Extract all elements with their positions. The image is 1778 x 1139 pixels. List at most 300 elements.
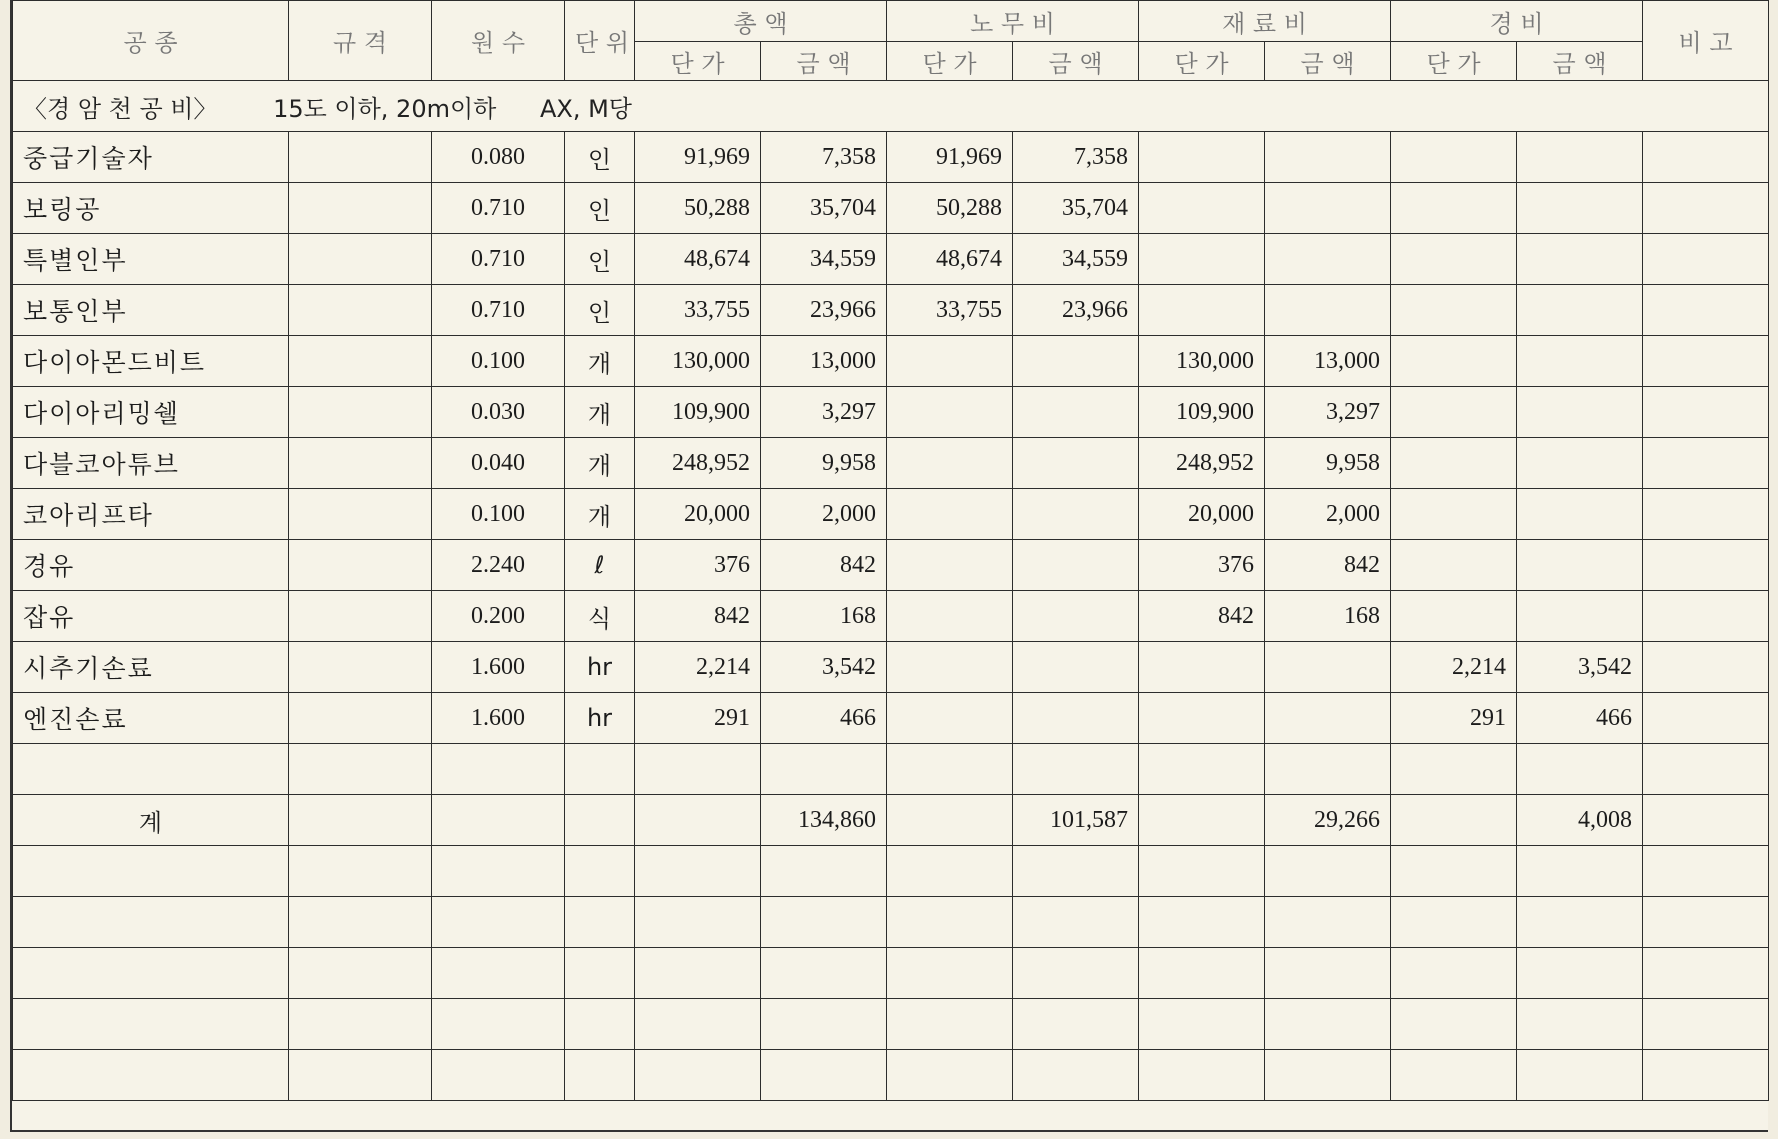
header-remark: 비 고 <box>1643 1 1769 81</box>
spec-cell <box>289 489 432 540</box>
total-unit-price-cell: 130,000 <box>635 336 761 387</box>
total-amount-cell: 3,542 <box>761 642 887 693</box>
blank-cell <box>761 846 887 897</box>
total-amount-cell: 13,000 <box>761 336 887 387</box>
total-unit-price-cell: 842 <box>635 591 761 642</box>
labor-unit-price-cell <box>887 591 1013 642</box>
table-row <box>13 693 1769 744</box>
labor-amount-cell <box>1013 336 1139 387</box>
item-name-cell <box>13 234 289 285</box>
unit-cell: 개 <box>565 489 635 540</box>
material-unit-price-cell: 376 <box>1139 540 1265 591</box>
material-unit-price-cell: 109,900 <box>1139 387 1265 438</box>
total-amount-cell: 9,958 <box>761 438 887 489</box>
expense-amount-cell <box>1517 183 1643 234</box>
blank-row <box>13 999 1769 1050</box>
spec-cell <box>289 795 432 846</box>
unit-cell: 개 <box>565 438 635 489</box>
item-name: 경유 <box>23 552 76 581</box>
blank-cell <box>1517 999 1643 1050</box>
labor-unit-price-cell <box>887 336 1013 387</box>
material-unit-price-cell: 842 <box>1139 591 1265 642</box>
total-amount-cell: 23,966 <box>761 285 887 336</box>
spec-cell <box>289 132 432 183</box>
blank-cell <box>1139 897 1265 948</box>
expense-amount-cell <box>1517 285 1643 336</box>
material-amount-cell: 3,297 <box>1265 387 1391 438</box>
blank-row <box>13 897 1769 948</box>
section-title-cell <box>13 81 1769 132</box>
expense-unit-price-cell <box>1391 285 1517 336</box>
item-name: 보링공 <box>23 195 102 224</box>
blank-cell <box>1643 1050 1769 1101</box>
labor-amount-cell <box>1013 591 1139 642</box>
spec-cell <box>289 234 432 285</box>
header-total-amount: 금 액 <box>761 42 887 81</box>
unit-cell <box>565 795 635 846</box>
material-amount-cell: 842 <box>1265 540 1391 591</box>
item-name-cell <box>13 591 289 642</box>
item-name-cell <box>13 693 289 744</box>
labor-amount-cell <box>1013 693 1139 744</box>
labor-unit-price-cell <box>887 489 1013 540</box>
total-unit-price-cell: 248,952 <box>635 438 761 489</box>
item-name: 다블코아튜브 <box>23 450 180 479</box>
labor-unit-price-cell <box>887 387 1013 438</box>
labor-amount-cell <box>1013 540 1139 591</box>
item-name: 엔진손료 <box>23 705 128 734</box>
blank-cell <box>1517 897 1643 948</box>
blank-cell <box>1013 999 1139 1050</box>
header-material-amount: 금 액 <box>1265 42 1391 81</box>
table-row <box>13 489 1769 540</box>
expense-unit-price-cell <box>1391 438 1517 489</box>
table-row <box>13 387 1769 438</box>
material-amount-cell <box>1265 693 1391 744</box>
blank-cell <box>432 744 565 795</box>
remark-cell <box>1643 132 1769 183</box>
quantity-cell: 0.710 <box>432 183 565 234</box>
item-name-cell <box>13 285 289 336</box>
blank-cell <box>887 1050 1013 1101</box>
table-row <box>13 336 1769 387</box>
cost-table-body <box>13 81 1769 1101</box>
blank-cell <box>432 999 565 1050</box>
item-name: 시추기손료 <box>23 654 154 683</box>
blank-cell <box>761 999 887 1050</box>
labor-unit-price-cell: 91,969 <box>887 132 1013 183</box>
blank-cell <box>1013 948 1139 999</box>
expense-amount-cell <box>1517 591 1643 642</box>
blank-cell <box>13 1050 289 1101</box>
expense-amount-cell <box>1517 132 1643 183</box>
quantity-cell <box>432 795 565 846</box>
total-unit-price-cell: 109,900 <box>635 387 761 438</box>
unit-cell: 인 <box>565 234 635 285</box>
total-amount-cell: 466 <box>761 693 887 744</box>
material-unit-price-cell: 248,952 <box>1139 438 1265 489</box>
labor-unit-price-cell <box>887 795 1013 846</box>
quantity-cell: 0.200 <box>432 591 565 642</box>
material-amount-cell: 9,958 <box>1265 438 1391 489</box>
item-name-cell <box>13 336 289 387</box>
expense-unit-price-cell: 2,214 <box>1391 642 1517 693</box>
spec-cell <box>289 336 432 387</box>
blank-cell <box>887 948 1013 999</box>
unit-cell: 인 <box>565 132 635 183</box>
table-row <box>13 540 1769 591</box>
spec-cell <box>289 642 432 693</box>
item-name-cell <box>13 183 289 234</box>
labor-unit-price-cell: 48,674 <box>887 234 1013 285</box>
blank-cell <box>289 999 432 1050</box>
quantity-cell: 0.710 <box>432 285 565 336</box>
table-row <box>13 591 1769 642</box>
material-amount-cell: 13,000 <box>1265 336 1391 387</box>
item-name: 다이아리밍쉘 <box>23 399 180 428</box>
labor-unit-price-cell: 50,288 <box>887 183 1013 234</box>
totals-material-amount: 29,266 <box>1265 795 1391 846</box>
item-name: 잡유 <box>23 603 76 632</box>
blank-cell <box>887 999 1013 1050</box>
blank-cell <box>1265 1050 1391 1101</box>
table-row <box>13 132 1769 183</box>
header-unit: 단 위 <box>565 1 635 81</box>
blank-cell <box>289 846 432 897</box>
quantity-cell: 1.600 <box>432 693 565 744</box>
blank-cell <box>1139 1050 1265 1101</box>
expense-unit-price-cell <box>1391 489 1517 540</box>
quantity-cell: 1.600 <box>432 642 565 693</box>
expense-amount-cell <box>1517 438 1643 489</box>
material-unit-price-cell <box>1139 234 1265 285</box>
labor-unit-price-cell: 33,755 <box>887 285 1013 336</box>
item-name-cell <box>13 540 289 591</box>
header-material-unit-price: 단 가 <box>1139 42 1265 81</box>
spec-cell <box>289 438 432 489</box>
blank-cell <box>565 1050 635 1101</box>
blank-cell <box>761 1050 887 1101</box>
material-unit-price-cell <box>1139 285 1265 336</box>
header-expense: 경 비 <box>1391 1 1643 42</box>
section-unit: AX, M당 <box>539 94 632 123</box>
expense-amount-cell: 466 <box>1517 693 1643 744</box>
blank-cell <box>565 948 635 999</box>
unit-cell: hr <box>565 693 635 744</box>
blank-cell <box>565 999 635 1050</box>
item-name-cell <box>13 387 289 438</box>
expense-amount-cell <box>1517 387 1643 438</box>
blank-cell <box>432 1050 565 1101</box>
blank-cell <box>761 948 887 999</box>
blank-cell <box>13 999 289 1050</box>
total-unit-price-cell: 33,755 <box>635 285 761 336</box>
blank-cell <box>1139 999 1265 1050</box>
remark-cell <box>1643 489 1769 540</box>
blank-cell <box>1013 744 1139 795</box>
blank-cell <box>1265 948 1391 999</box>
blank-cell <box>565 846 635 897</box>
blank-cell <box>887 897 1013 948</box>
blank-cell <box>1265 897 1391 948</box>
material-amount-cell <box>1265 183 1391 234</box>
unit-cell: hr <box>565 642 635 693</box>
total-unit-price-cell: 48,674 <box>635 234 761 285</box>
header-material: 재 료 비 <box>1139 1 1391 42</box>
material-amount-cell <box>1265 285 1391 336</box>
header-qty: 원 수 <box>432 1 565 81</box>
quantity-cell: 0.100 <box>432 336 565 387</box>
blank-cell <box>13 948 289 999</box>
blank-cell <box>1643 744 1769 795</box>
blank-cell <box>1643 948 1769 999</box>
blank-cell <box>635 1050 761 1101</box>
blank-cell <box>432 948 565 999</box>
blank-cell <box>1643 897 1769 948</box>
item-name: 중급기술자 <box>23 144 154 173</box>
header-item: 공 종 <box>13 1 289 81</box>
blank-row <box>13 744 1769 795</box>
blank-cell <box>565 897 635 948</box>
material-unit-price-cell <box>1139 132 1265 183</box>
blank-cell <box>1517 846 1643 897</box>
blank-row <box>13 846 1769 897</box>
expense-amount-cell <box>1517 336 1643 387</box>
quantity-cell: 0.710 <box>432 234 565 285</box>
remark-cell <box>1643 693 1769 744</box>
header-expense-amount: 금 액 <box>1517 42 1643 81</box>
cost-sheet <box>10 0 1768 1132</box>
blank-cell <box>13 897 289 948</box>
material-unit-price-cell <box>1139 693 1265 744</box>
total-amount-cell: 3,297 <box>761 387 887 438</box>
section-row <box>13 81 1769 132</box>
labor-amount-cell <box>1013 489 1139 540</box>
table-row <box>13 642 1769 693</box>
total-unit-price-cell <box>635 795 761 846</box>
header-labor-unit-price: 단 가 <box>887 42 1013 81</box>
unit-cell: 식 <box>565 591 635 642</box>
remark-cell <box>1643 336 1769 387</box>
expense-unit-price-cell <box>1391 234 1517 285</box>
expense-unit-price-cell <box>1391 540 1517 591</box>
totals-labor-amount: 101,587 <box>1013 795 1139 846</box>
total-unit-price-cell: 376 <box>635 540 761 591</box>
blank-cell <box>1643 999 1769 1050</box>
blank-cell <box>289 744 432 795</box>
blank-cell <box>432 897 565 948</box>
total-unit-price-cell: 291 <box>635 693 761 744</box>
expense-unit-price-cell: 291 <box>1391 693 1517 744</box>
expense-amount-cell <box>1517 540 1643 591</box>
totals-label: 계 <box>13 795 289 846</box>
totals-row <box>13 795 1769 846</box>
blank-cell <box>289 897 432 948</box>
material-unit-price-cell: 20,000 <box>1139 489 1265 540</box>
labor-unit-price-cell <box>887 693 1013 744</box>
remark-cell <box>1643 591 1769 642</box>
blank-cell <box>13 744 289 795</box>
item-name-cell <box>13 642 289 693</box>
blank-cell <box>1517 1050 1643 1101</box>
material-unit-price-cell: 130,000 <box>1139 336 1265 387</box>
spec-cell <box>289 183 432 234</box>
item-name: 보통인부 <box>23 297 128 326</box>
spec-cell <box>289 387 432 438</box>
blank-cell <box>1517 744 1643 795</box>
blank-cell <box>1265 846 1391 897</box>
labor-amount-cell: 34,559 <box>1013 234 1139 285</box>
item-name: 특별인부 <box>23 246 128 275</box>
item-name: 다이아몬드비트 <box>23 348 207 377</box>
total-unit-price-cell: 50,288 <box>635 183 761 234</box>
material-amount-cell: 2,000 <box>1265 489 1391 540</box>
blank-row <box>13 1050 1769 1101</box>
remark-cell <box>1643 234 1769 285</box>
blank-cell <box>1391 897 1517 948</box>
expense-amount-cell: 3,542 <box>1517 642 1643 693</box>
blank-cell <box>887 846 1013 897</box>
blank-cell <box>1643 846 1769 897</box>
material-amount-cell <box>1265 234 1391 285</box>
material-unit-price-cell <box>1139 642 1265 693</box>
blank-cell <box>635 744 761 795</box>
total-amount-cell: 2,000 <box>761 489 887 540</box>
blank-cell <box>1391 948 1517 999</box>
expense-unit-price-cell <box>1391 336 1517 387</box>
blank-cell <box>635 948 761 999</box>
remark-cell <box>1643 387 1769 438</box>
expense-unit-price-cell <box>1391 795 1517 846</box>
quantity-cell: 0.040 <box>432 438 565 489</box>
material-unit-price-cell <box>1139 795 1265 846</box>
totals-expense-amount: 4,008 <box>1517 795 1643 846</box>
blank-cell <box>1391 999 1517 1050</box>
header-expense-unit-price: 단 가 <box>1391 42 1517 81</box>
unit-cell: 인 <box>565 183 635 234</box>
total-amount-cell: 34,559 <box>761 234 887 285</box>
blank-cell <box>1265 999 1391 1050</box>
labor-unit-price-cell <box>887 642 1013 693</box>
total-amount-cell: 35,704 <box>761 183 887 234</box>
spec-cell <box>289 591 432 642</box>
blank-cell <box>1013 897 1139 948</box>
total-amount-cell: 168 <box>761 591 887 642</box>
expense-unit-price-cell <box>1391 132 1517 183</box>
blank-cell <box>1265 744 1391 795</box>
table-row <box>13 438 1769 489</box>
blank-cell <box>635 846 761 897</box>
material-amount-cell <box>1265 132 1391 183</box>
labor-amount-cell <box>1013 642 1139 693</box>
labor-amount-cell <box>1013 387 1139 438</box>
unit-cell: 인 <box>565 285 635 336</box>
spec-cell <box>289 540 432 591</box>
blank-cell <box>565 744 635 795</box>
total-amount-cell: 842 <box>761 540 887 591</box>
item-name-cell <box>13 489 289 540</box>
header-labor: 노 무 비 <box>887 1 1139 42</box>
material-unit-price-cell <box>1139 183 1265 234</box>
table-row <box>13 234 1769 285</box>
section-label: 〈경 암 천 공 비〉 <box>23 94 218 123</box>
blank-cell <box>1391 846 1517 897</box>
labor-amount-cell: 35,704 <box>1013 183 1139 234</box>
item-name: 코아리프타 <box>23 501 154 530</box>
quantity-cell: 2.240 <box>432 540 565 591</box>
blank-cell <box>761 744 887 795</box>
blank-cell <box>289 1050 432 1101</box>
table-row <box>13 183 1769 234</box>
labor-unit-price-cell <box>887 540 1013 591</box>
header-total: 총 액 <box>635 1 887 42</box>
remark-cell <box>1643 438 1769 489</box>
blank-cell <box>1139 846 1265 897</box>
unit-cell: 개 <box>565 387 635 438</box>
blank-cell <box>432 846 565 897</box>
labor-unit-price-cell <box>887 438 1013 489</box>
header-total-unit-price: 단 가 <box>635 42 761 81</box>
header-row-top <box>13 1 1769 42</box>
labor-amount-cell: 23,966 <box>1013 285 1139 336</box>
quantity-cell: 0.080 <box>432 132 565 183</box>
quantity-cell: 0.100 <box>432 489 565 540</box>
expense-unit-price-cell <box>1391 591 1517 642</box>
remark-cell <box>1643 642 1769 693</box>
total-unit-price-cell: 2,214 <box>635 642 761 693</box>
blank-cell <box>887 744 1013 795</box>
spec-cell <box>289 285 432 336</box>
spec-cell <box>289 693 432 744</box>
item-name-cell <box>13 132 289 183</box>
material-amount-cell <box>1265 642 1391 693</box>
item-name-cell <box>13 438 289 489</box>
header-spec: 규 격 <box>289 1 432 81</box>
blank-cell <box>289 948 432 999</box>
remark-cell <box>1643 285 1769 336</box>
blank-cell <box>635 897 761 948</box>
expense-unit-price-cell <box>1391 387 1517 438</box>
total-unit-price-cell: 20,000 <box>635 489 761 540</box>
expense-amount-cell <box>1517 234 1643 285</box>
blank-cell <box>1013 1050 1139 1101</box>
blank-cell <box>1139 948 1265 999</box>
total-unit-price-cell: 91,969 <box>635 132 761 183</box>
unit-cell: ℓ <box>565 540 635 591</box>
blank-cell <box>635 999 761 1050</box>
expense-amount-cell <box>1517 489 1643 540</box>
labor-amount-cell: 7,358 <box>1013 132 1139 183</box>
expense-unit-price-cell <box>1391 183 1517 234</box>
section-spec: 15도 이하, 20m이하 <box>273 94 497 123</box>
remark-cell <box>1643 540 1769 591</box>
blank-cell <box>1391 744 1517 795</box>
blank-cell <box>13 846 289 897</box>
quantity-cell: 0.030 <box>432 387 565 438</box>
blank-row <box>13 948 1769 999</box>
header-labor-amount: 금 액 <box>1013 42 1139 81</box>
blank-cell <box>761 897 887 948</box>
unit-cell: 개 <box>565 336 635 387</box>
material-amount-cell: 168 <box>1265 591 1391 642</box>
remark-cell <box>1643 183 1769 234</box>
total-amount-cell: 7,358 <box>761 132 887 183</box>
blank-cell <box>1391 1050 1517 1101</box>
labor-amount-cell <box>1013 438 1139 489</box>
remark-cell <box>1643 795 1769 846</box>
blank-cell <box>1013 846 1139 897</box>
blank-cell <box>1139 744 1265 795</box>
